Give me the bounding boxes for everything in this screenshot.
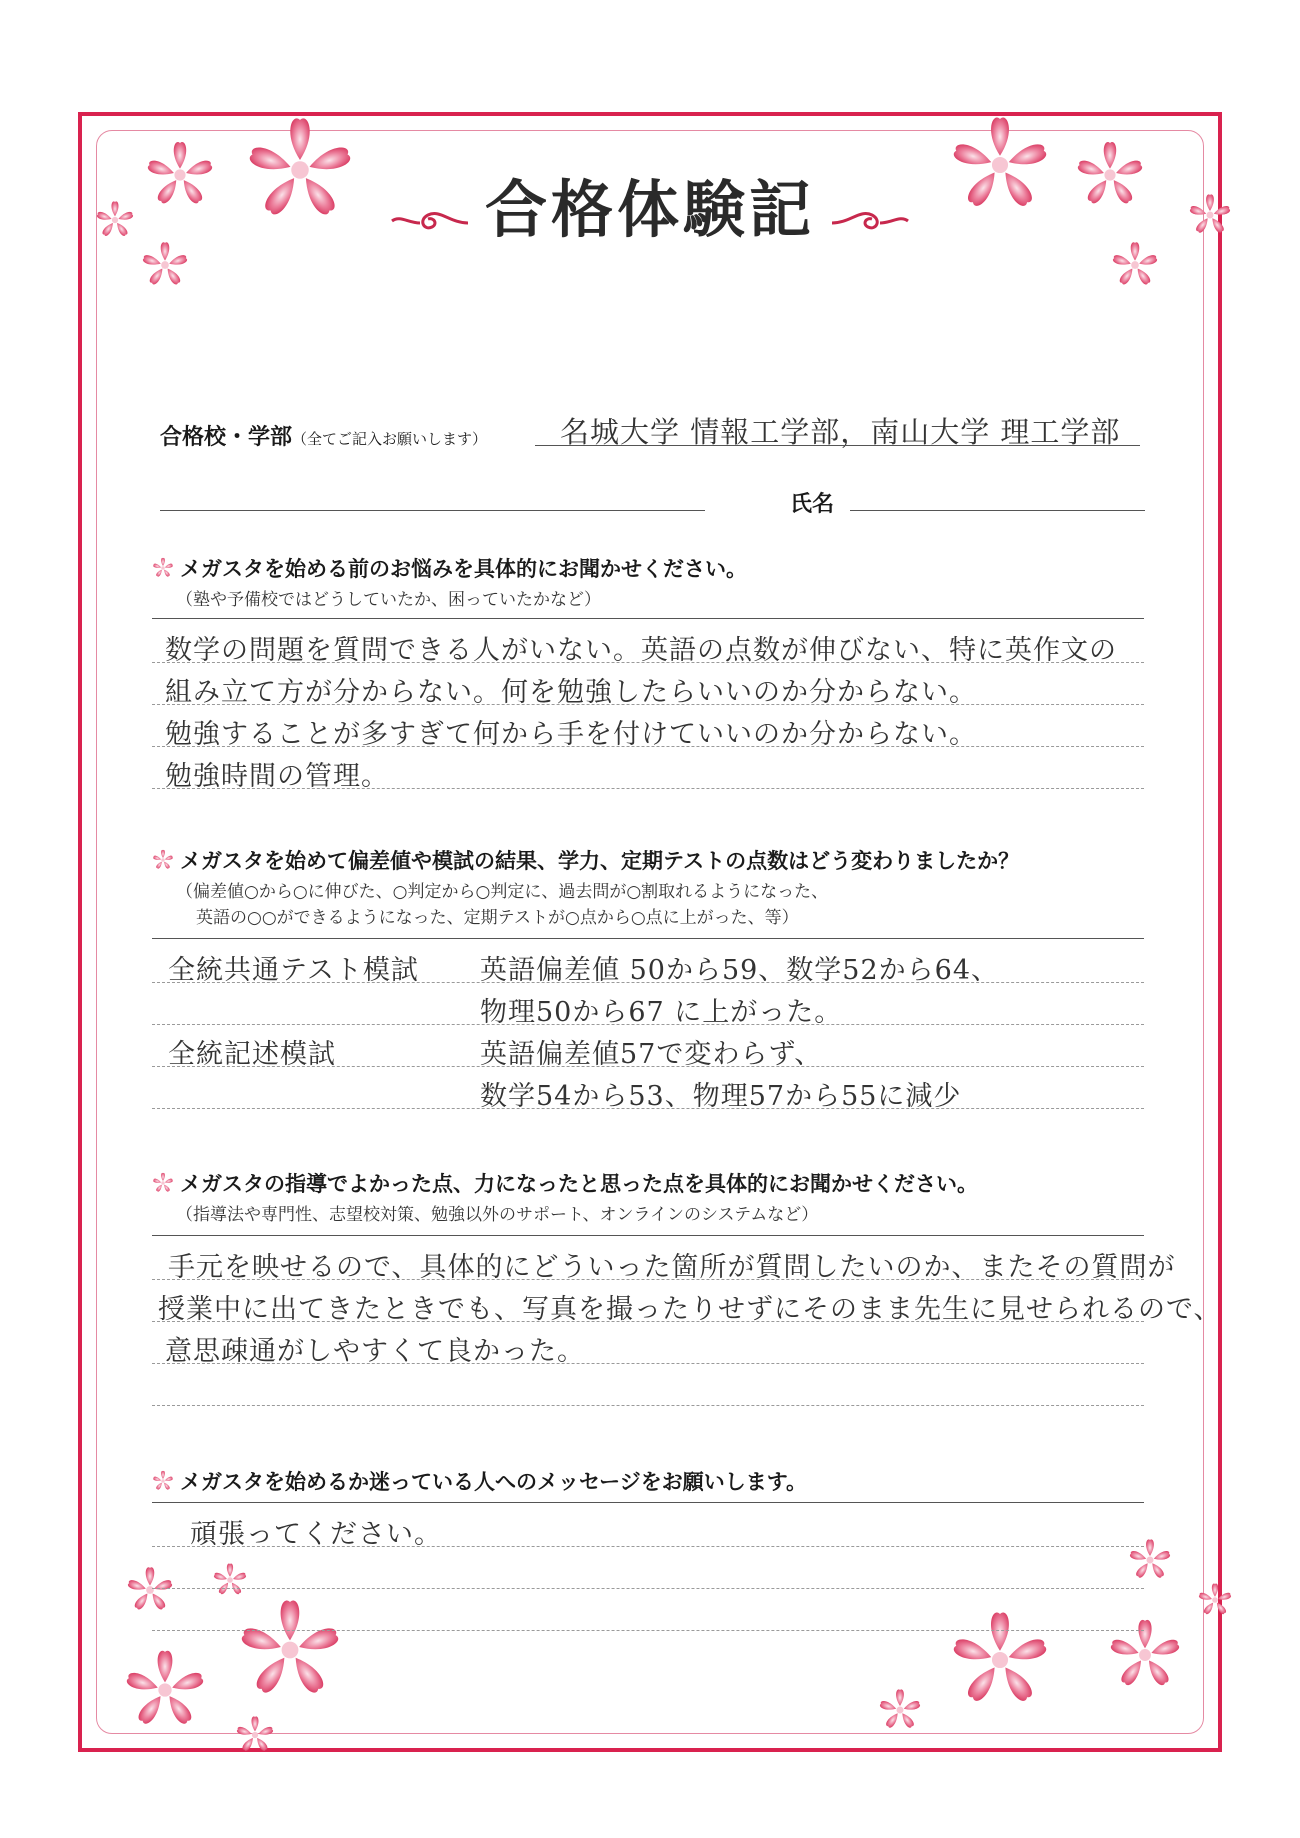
q2-hint-2: 英語の○○ができるようになった、定期テストが○点から○点に上がった、等） (196, 908, 799, 928)
q2-top-line (152, 938, 1144, 939)
q3-rule-4 (152, 1405, 1144, 1406)
header (0, 160, 1300, 249)
q2-hint-1: （偏差値○から○に伸びた、○判定から○判定に、過去問が○割取れるようになった、 (176, 882, 829, 902)
q1-rule-3 (152, 746, 1144, 747)
blossom-bullet-icon (152, 849, 174, 871)
q3-rule-3 (152, 1363, 1144, 1364)
q3-rule-2 (152, 1321, 1144, 1322)
name-label: 氏名 (790, 492, 835, 517)
q1-line-1: 数学の問題を質問できる人がいない。英語の点数が伸びない、特に英作文の (165, 635, 1117, 666)
q2-title: メガスタを始めて偏差値や模試の結果、学力、定期テストの点数はどう変わりましたか？ (152, 845, 1019, 875)
blossom-bullet-icon (152, 1172, 174, 1194)
q2-rule-2 (152, 1024, 1144, 1025)
school-value: 名城大学 情報工学部，南山大学 理工学部 (560, 415, 1121, 449)
q2-row-3-label: 全統記述模試 (168, 1039, 336, 1070)
q2-rule-4 (152, 1108, 1144, 1109)
q2-row-1-text: 英語偏差値 50から59、数学52から64、 (480, 955, 1000, 986)
q2-row-4-text: 数学54から53、物理57から55に減少 (480, 1081, 962, 1112)
swirl-left-icon (390, 205, 470, 235)
q1-line-2: 組み立て方が分からない。何を勉強したらいいのか分からない。 (165, 677, 977, 708)
q2-row-3-text: 英語偏差値57で変わらず、 (480, 1039, 823, 1070)
q1-line-3: 勉強することが多すぎて何から手を付けていいのか分からない。 (165, 719, 977, 750)
page-title: 合格体験記 (484, 173, 815, 246)
name-line (850, 510, 1145, 511)
q1-hint: （塾や予備校ではどうしていたか、困っていたかなど） (176, 590, 601, 610)
q1-rule-2 (152, 704, 1144, 705)
q1-rule-1 (152, 662, 1144, 663)
school-note: （全てご記入お願いします） (292, 430, 488, 448)
q1-top-line (152, 618, 1144, 619)
q3-hint: （指導法や専門性、志望校対策、勉強以外のサポート、オンラインのシステムなど） (176, 1205, 819, 1225)
q1-rule-4 (152, 788, 1144, 789)
q3-line-3: 意思疎通がしやすくて良かった。 (165, 1336, 585, 1367)
q1-title: メガスタを始める前のお悩みを具体的にお聞かせください。 (152, 553, 747, 583)
school-label: 合格校・学部（全てご記入お願いします） (160, 425, 488, 450)
school-line (535, 445, 1140, 446)
q2-rule-3 (152, 1066, 1144, 1067)
swirl-right-icon (830, 205, 910, 235)
q3-line-2: 授業中に出てきたときでも、写真を撮ったりせずにそのまま先生に見せられるので、 (158, 1294, 1222, 1325)
q2-rule-1 (152, 982, 1144, 983)
q4-line-1: 頑張ってください。 (190, 1519, 442, 1550)
q3-rule-1 (152, 1279, 1144, 1280)
blossom-bullet-icon (152, 557, 174, 579)
q4-rule-1 (152, 1546, 1144, 1547)
blossom-bullet-icon (152, 1470, 174, 1492)
q4-title: メガスタを始めるか迷っている人へのメッセージをお願いします。 (152, 1466, 807, 1496)
q2-row-1-label: 全統共通テスト模試 (168, 955, 419, 986)
q4-top-line (152, 1502, 1144, 1503)
q1-line-4: 勉強時間の管理。 (165, 761, 389, 792)
q4-rule-3 (152, 1630, 1144, 1631)
q3-title: メガスタの指導でよかった点、力になったと思った点を具体的にお聞かせください。 (152, 1168, 978, 1198)
school-line-2 (160, 510, 705, 511)
q2-row-2-text: 物理50から67 に上がった。 (480, 997, 843, 1028)
q3-line-1: 手元を映せるので、具体的にどういった箇所が質問したいのか、またその質問が (168, 1252, 1176, 1283)
q3-top-line (152, 1235, 1144, 1236)
q4-rule-2 (152, 1588, 1144, 1589)
